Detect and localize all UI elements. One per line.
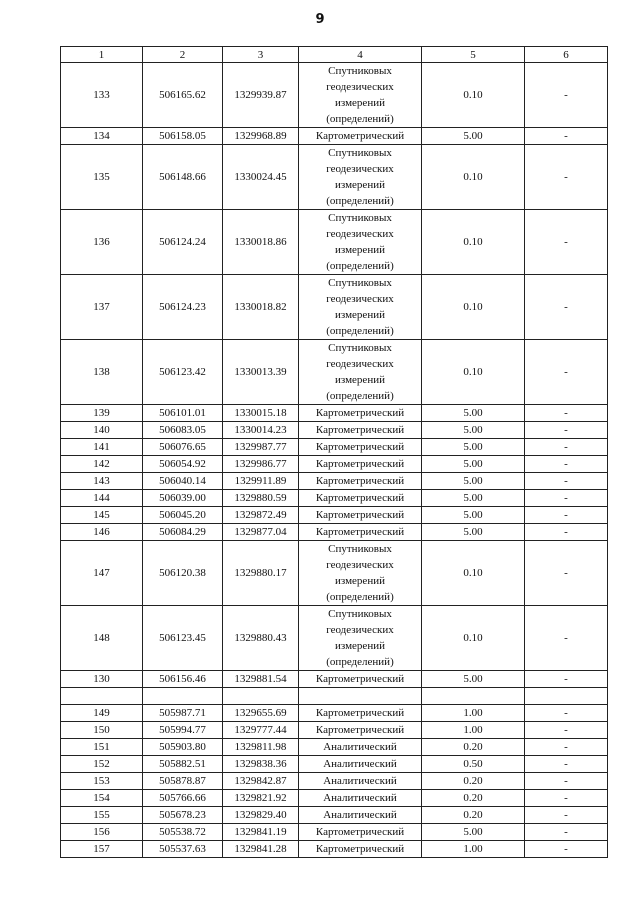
page-number: 9 [315,12,325,27]
column-header: 4 [299,47,422,63]
method-cell: Картометрический [299,456,422,473]
x-coordinate-cell: 506045.20 [143,507,223,524]
point-number-cell: 152 [61,756,143,773]
note-cell: - [525,145,608,210]
accuracy-cell: 5.00 [422,490,525,507]
method-cell: Спутниковых геодезических измерений (определений) [299,145,422,210]
point-number-cell: 138 [61,340,143,405]
x-coordinate-cell: 505538.72 [143,824,223,841]
note-cell: - [525,606,608,671]
point-number-cell: 157 [61,841,143,858]
x-coordinate-cell: 506124.23 [143,275,223,340]
point-number-cell: 154 [61,790,143,807]
accuracy-cell: 0.10 [422,606,525,671]
method-cell: Спутниковых геодезических измерений (определений) [299,606,422,671]
method-cell: Спутниковых геодезических измерений (определений) [299,541,422,606]
note-cell: - [525,756,608,773]
x-coordinate-cell: 505903.80 [143,739,223,756]
note-cell: - [525,807,608,824]
table-row [61,210,608,275]
y-coordinate-cell: 1329987.77 [223,439,299,456]
y-coordinate-cell: 1330024.45 [223,145,299,210]
accuracy-cell: 1.00 [422,722,525,739]
x-coordinate-cell: 506165.62 [143,63,223,128]
method-cell: Картометрический [299,507,422,524]
note-cell: - [525,739,608,756]
y-coordinate-cell: 1330018.86 [223,210,299,275]
x-coordinate-cell: 505537.63 [143,841,223,858]
table-row [61,473,608,490]
point-number-cell: 142 [61,456,143,473]
y-coordinate-cell: 1330013.39 [223,340,299,405]
x-coordinate-cell: 506040.14 [143,473,223,490]
column-header: 1 [61,47,143,63]
accuracy-cell: 0.20 [422,790,525,807]
x-coordinate-cell: 505882.51 [143,756,223,773]
column-header: 2 [143,47,223,63]
note-cell: - [525,340,608,405]
method-cell: Спутниковых геодезических измерений (определений) [299,275,422,340]
y-coordinate-cell: 1329841.19 [223,824,299,841]
x-coordinate-cell [143,688,223,705]
table-row [61,456,608,473]
x-coordinate-cell: 506123.42 [143,340,223,405]
accuracy-cell: 0.20 [422,773,525,790]
x-coordinate-cell: 505994.77 [143,722,223,739]
point-number-cell: 149 [61,705,143,722]
table-row [61,773,608,790]
method-cell: Аналитический [299,756,422,773]
y-coordinate-cell: 1330015.18 [223,405,299,422]
note-cell: - [525,473,608,490]
accuracy-cell: 0.10 [422,63,525,128]
note-cell: - [525,405,608,422]
accuracy-cell: 1.00 [422,841,525,858]
x-coordinate-cell: 506148.66 [143,145,223,210]
method-cell: Картометрический [299,824,422,841]
accuracy-cell: 0.20 [422,739,525,756]
x-coordinate-cell: 506120.38 [143,541,223,606]
y-coordinate-cell: 1329877.04 [223,524,299,541]
note-cell: - [525,456,608,473]
point-number-cell: 150 [61,722,143,739]
table-row [61,340,608,405]
note-cell: - [525,773,608,790]
accuracy-cell: 0.10 [422,275,525,340]
method-cell: Спутниковых геодезических измерений (определений) [299,340,422,405]
y-coordinate-cell: 1330018.82 [223,275,299,340]
point-number-cell: 155 [61,807,143,824]
coordinates-table [60,46,608,858]
table-row [61,739,608,756]
accuracy-cell: 5.00 [422,456,525,473]
method-cell: Аналитический [299,807,422,824]
x-coordinate-cell: 506039.00 [143,490,223,507]
x-coordinate-cell: 506076.65 [143,439,223,456]
accuracy-cell: 5.00 [422,824,525,841]
point-number-cell: 145 [61,507,143,524]
x-coordinate-cell: 506084.29 [143,524,223,541]
note-cell: - [525,824,608,841]
note-cell: - [525,671,608,688]
point-number-cell: 134 [61,128,143,145]
accuracy-cell: 5.00 [422,128,525,145]
column-header: 5 [422,47,525,63]
point-number-cell: 146 [61,524,143,541]
method-cell: Картометрический [299,422,422,439]
method-cell [299,688,422,705]
y-coordinate-cell: 1329880.59 [223,490,299,507]
y-coordinate-cell: 1330014.23 [223,422,299,439]
method-cell: Картометрический [299,722,422,739]
y-coordinate-cell: 1329838.36 [223,756,299,773]
point-number-cell: 139 [61,405,143,422]
point-number-cell: 148 [61,606,143,671]
accuracy-cell: 5.00 [422,507,525,524]
method-cell: Аналитический [299,790,422,807]
accuracy-cell: 5.00 [422,473,525,490]
note-cell [525,688,608,705]
y-coordinate-cell: 1329655.69 [223,705,299,722]
x-coordinate-cell: 506156.46 [143,671,223,688]
method-cell: Картометрический [299,671,422,688]
y-coordinate-cell: 1329829.40 [223,807,299,824]
table-row [61,671,608,688]
table-row [61,63,608,128]
y-coordinate-cell: 1329842.87 [223,773,299,790]
table-row [61,841,608,858]
method-cell: Картометрический [299,705,422,722]
table-row [61,824,608,841]
point-number-cell: 137 [61,275,143,340]
table-row [61,490,608,507]
method-cell: Картометрический [299,490,422,507]
point-number-cell: 144 [61,490,143,507]
note-cell: - [525,722,608,739]
table-row [61,606,608,671]
accuracy-cell [422,688,525,705]
note-cell: - [525,541,608,606]
table-row [61,790,608,807]
method-cell: Спутниковых геодезических измерений (определений) [299,210,422,275]
note-cell: - [525,507,608,524]
column-header: 3 [223,47,299,63]
accuracy-cell: 0.20 [422,807,525,824]
accuracy-cell: 0.10 [422,145,525,210]
table-row [61,705,608,722]
point-number-cell: 147 [61,541,143,606]
y-coordinate-cell: 1329811.98 [223,739,299,756]
x-coordinate-cell: 505766.66 [143,790,223,807]
accuracy-cell: 0.50 [422,756,525,773]
point-number-cell: 153 [61,773,143,790]
note-cell: - [525,790,608,807]
accuracy-cell: 5.00 [422,422,525,439]
accuracy-cell: 5.00 [422,524,525,541]
x-coordinate-cell: 506101.01 [143,405,223,422]
y-coordinate-cell: 1329880.17 [223,541,299,606]
table-row [61,405,608,422]
table-row [61,688,608,705]
method-cell: Картометрический [299,439,422,456]
y-coordinate-cell: 1329880.43 [223,606,299,671]
note-cell: - [525,210,608,275]
table-row [61,756,608,773]
table-row [61,128,608,145]
note-cell: - [525,63,608,128]
x-coordinate-cell: 506083.05 [143,422,223,439]
y-coordinate-cell: 1329872.49 [223,507,299,524]
column-header: 6 [525,47,608,63]
x-coordinate-cell: 505678.23 [143,807,223,824]
table-body [61,47,608,858]
note-cell: - [525,422,608,439]
point-number-cell: 135 [61,145,143,210]
method-cell: Картометрический [299,128,422,145]
x-coordinate-cell: 505878.87 [143,773,223,790]
method-cell: Аналитический [299,773,422,790]
x-coordinate-cell: 506158.05 [143,128,223,145]
note-cell: - [525,439,608,456]
point-number-cell: 141 [61,439,143,456]
accuracy-cell: 0.10 [422,340,525,405]
note-cell: - [525,705,608,722]
note-cell: - [525,128,608,145]
table-row [61,722,608,739]
accuracy-cell: 0.10 [422,541,525,606]
note-cell: - [525,524,608,541]
y-coordinate-cell [223,688,299,705]
table-row [61,275,608,340]
method-cell: Картометрический [299,473,422,490]
method-cell: Спутниковых геодезических измерений (определений) [299,63,422,128]
point-number-cell: 140 [61,422,143,439]
x-coordinate-cell: 505987.71 [143,705,223,722]
point-number-cell: 151 [61,739,143,756]
point-number-cell: 136 [61,210,143,275]
table-row [61,807,608,824]
point-number-cell: 143 [61,473,143,490]
note-cell: - [525,841,608,858]
accuracy-cell: 5.00 [422,405,525,422]
point-number-cell: 156 [61,824,143,841]
table-row [61,439,608,456]
y-coordinate-cell: 1329968.89 [223,128,299,145]
table-row [61,145,608,210]
method-cell: Картометрический [299,405,422,422]
table-row [61,541,608,606]
table-row [61,422,608,439]
y-coordinate-cell: 1329777.44 [223,722,299,739]
y-coordinate-cell: 1329881.54 [223,671,299,688]
table-row [61,524,608,541]
accuracy-cell: 0.10 [422,210,525,275]
accuracy-cell: 5.00 [422,439,525,456]
note-cell: - [525,275,608,340]
y-coordinate-cell: 1329841.28 [223,841,299,858]
table-row [61,507,608,524]
y-coordinate-cell: 1329821.92 [223,790,299,807]
method-cell: Аналитический [299,739,422,756]
x-coordinate-cell: 506123.45 [143,606,223,671]
accuracy-cell: 1.00 [422,705,525,722]
header-row [61,47,608,63]
method-cell: Картометрический [299,524,422,541]
note-cell: - [525,490,608,507]
point-number-cell: 130 [61,671,143,688]
y-coordinate-cell: 1329911.89 [223,473,299,490]
method-cell: Картометрический [299,841,422,858]
y-coordinate-cell: 1329986.77 [223,456,299,473]
accuracy-cell: 5.00 [422,671,525,688]
point-number-cell: 133 [61,63,143,128]
point-number-cell [61,688,143,705]
x-coordinate-cell: 506124.24 [143,210,223,275]
x-coordinate-cell: 506054.92 [143,456,223,473]
y-coordinate-cell: 1329939.87 [223,63,299,128]
